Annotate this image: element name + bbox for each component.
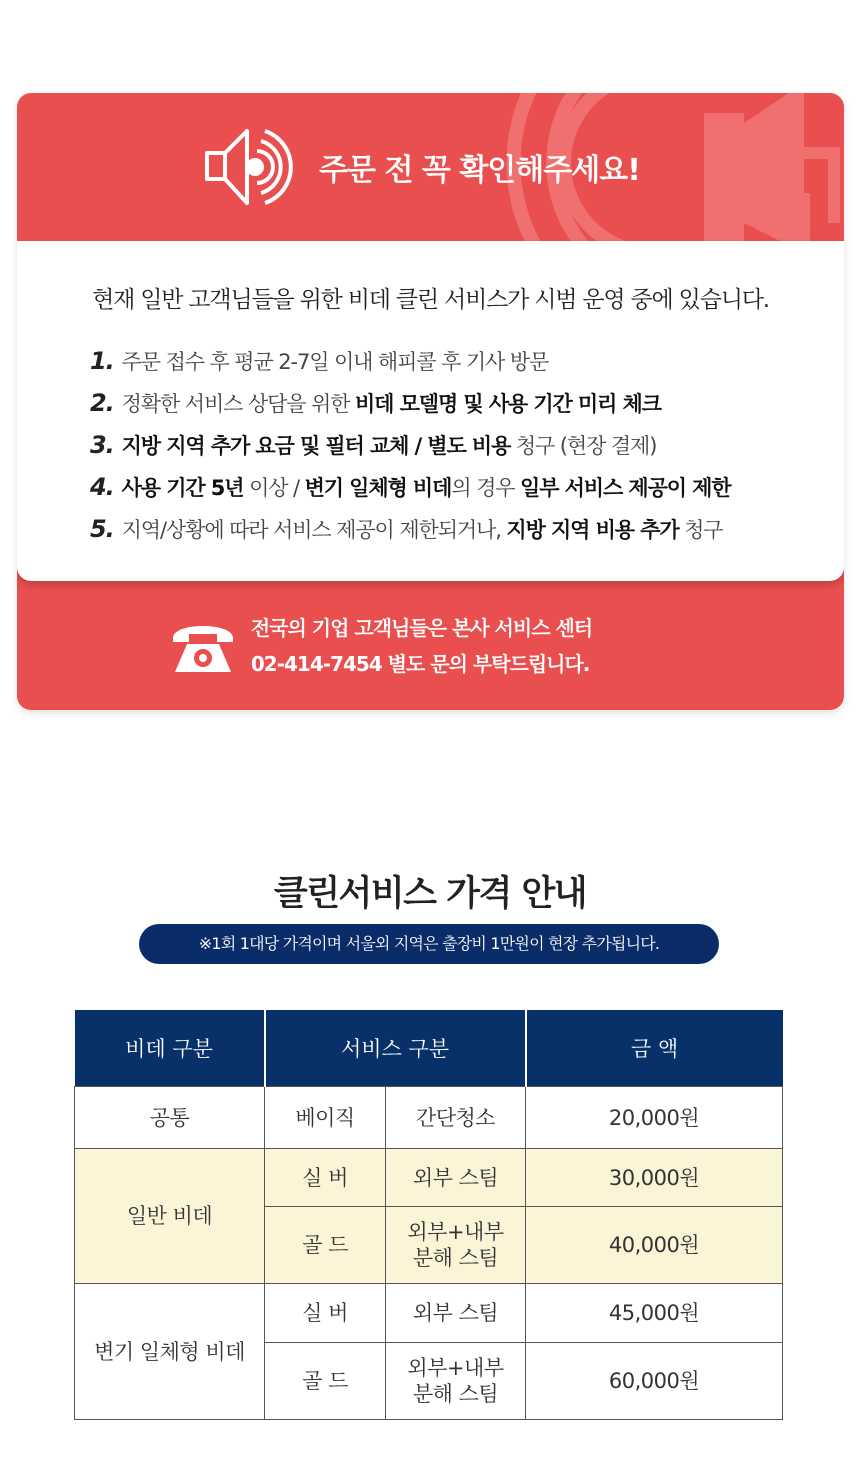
rule-text: 지역/상황에 따라 서비스 제공이 제한되거나, [121, 518, 507, 542]
footer-line-2: 02-414-7454 별도 문의 부탁드립니다. [250, 651, 590, 676]
rule-number: 4. [90, 473, 114, 501]
amount-cell: 45,000원 [526, 1284, 783, 1343]
footer-line-1: 전국의 기업 고객님들은 본사 서비스 센터 [250, 615, 593, 640]
tier-cell: 골 드 [265, 1343, 386, 1420]
table-row [75, 1149, 783, 1207]
rule-emphasis: 사용 기간 5년 [121, 476, 244, 500]
amount-cell: 40,000원 [526, 1207, 783, 1284]
header-amount: 금 액 [526, 1010, 783, 1087]
table-row [75, 1284, 783, 1343]
group-cell: 공통 [75, 1087, 265, 1149]
notice-body [17, 241, 844, 581]
service-cell [386, 1284, 526, 1343]
price-table [74, 1010, 783, 1420]
price-note-badge: ※1회 1대당 가격이며 서울외 지역은 출장비 1만원이 현장 추가됩니다. [139, 924, 719, 964]
amount-cell: 30,000원 [526, 1149, 783, 1207]
service-line: 외부 스팀 [412, 1165, 499, 1190]
notice-card [17, 93, 844, 710]
rule-text: 의 경우 [451, 476, 521, 500]
rule-emphasis: 지방 지역 비용 추가 [506, 518, 679, 542]
header-service: 서비스 구분 [265, 1010, 526, 1087]
footer-text [251, 610, 592, 682]
rule-number: 5. [90, 515, 114, 543]
rule-text: 청구 [678, 518, 723, 542]
service-cell [386, 1149, 526, 1207]
tier-cell: 실 버 [265, 1284, 386, 1343]
rule-item [90, 340, 731, 382]
header-bidet: 비데 구분 [75, 1010, 265, 1087]
notice-footer [17, 581, 844, 710]
rule-text: 청구 (현장 결제) [510, 434, 657, 458]
price-table-header-row [75, 1010, 783, 1087]
service-line: 외부+내부 [407, 1356, 504, 1380]
rule-emphasis: 변기 일체형 비데 [304, 476, 452, 500]
rule-emphasis: 지방 지역 추가 요금 및 필터 교체 / 별도 비용 [121, 434, 511, 458]
service-line: 외부 스팀 [412, 1301, 499, 1325]
rule-number: 3. [90, 431, 114, 459]
rule-text: 주문 접수 후 평균 2-7일 이내 해피콜 후 기사 방문 [121, 350, 549, 374]
notice-intro: 현재 일반 고객님들을 위한 비데 클린 서비스가 시범 운영 중에 있습니다. [92, 287, 769, 313]
tier-cell: 골 드 [265, 1207, 386, 1284]
rule-item [90, 508, 731, 550]
rule-item [90, 466, 731, 508]
telephone-icon [169, 616, 237, 676]
rule-number: 2. [90, 389, 114, 417]
rule-emphasis: 비데 모델명 및 사용 기간 미리 체크 [354, 392, 661, 416]
rule-text: 정확한 서비스 상담을 위한 [121, 392, 355, 416]
group-cell: 변기 일체형 비데 [75, 1284, 265, 1420]
group-cell: 일반 비데 [75, 1149, 265, 1284]
amount-cell: 60,000원 [526, 1343, 783, 1420]
rule-item [90, 382, 731, 424]
tier-cell: 실 버 [265, 1149, 386, 1207]
service-cell [386, 1207, 526, 1284]
service-cell [386, 1343, 526, 1420]
service-line: 외부+내부 [407, 1220, 504, 1244]
rule-item [90, 424, 731, 466]
notice-rules-list [90, 340, 731, 550]
notice-header [17, 93, 844, 241]
rule-number: 1. [90, 347, 114, 375]
rule-emphasis: 일부 서비스 제공이 제한 [520, 476, 731, 500]
rule-text: 이상 / [243, 476, 305, 500]
service-cell: 간단청소 [386, 1087, 526, 1149]
notice-title: 주문 전 꼭 확인해주세요! [319, 153, 640, 188]
speaker-icon [201, 125, 297, 209]
service-line: 분해 스팀 [412, 1382, 499, 1406]
table-row [75, 1087, 783, 1149]
tier-cell: 베이직 [265, 1087, 386, 1149]
amount-cell: 20,000원 [526, 1087, 783, 1149]
service-line: 분해 스팀 [412, 1246, 499, 1270]
price-title: 클린서비스 가격 안내 [273, 874, 587, 914]
